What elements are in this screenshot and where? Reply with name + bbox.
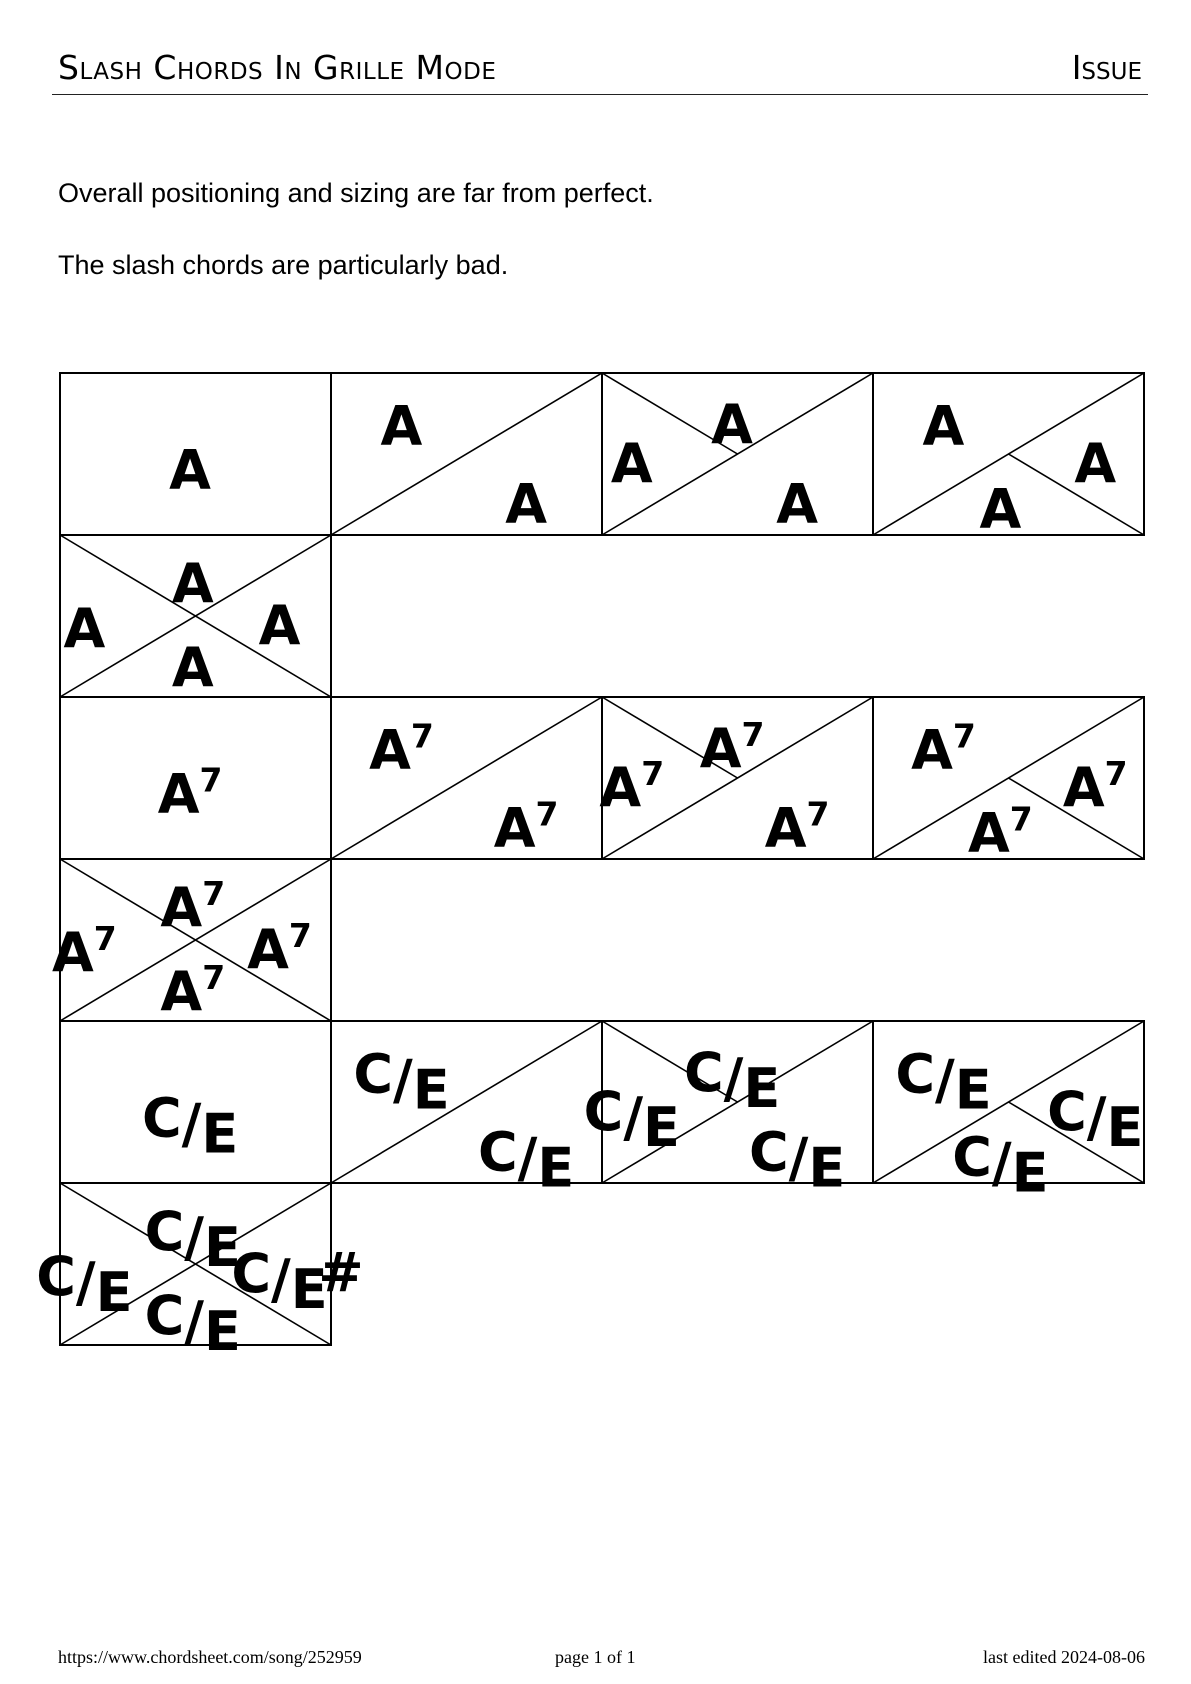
- chord-symbol: $A^7$: [699, 714, 765, 780]
- chord-symbol: C/E: [36, 1244, 133, 1324]
- chord-symbol: $A^7$: [911, 716, 976, 782]
- chord-symbol: C/E: [353, 1042, 450, 1122]
- chord-symbol: C/E: [583, 1079, 680, 1159]
- note-line-2: The slash chords are particularly bad.: [58, 250, 509, 280]
- chord-symbol: $A^7$: [967, 798, 1033, 864]
- chord-symbol: C/E: [748, 1120, 846, 1200]
- chord-symbol: C/E: [144, 1199, 241, 1279]
- chord-symbol: A: [922, 394, 965, 458]
- chord-symbol: A: [380, 394, 423, 458]
- overflow-sharp-mark: #: [318, 1241, 364, 1304]
- footer-page-number: page 1 of 1: [555, 1647, 636, 1667]
- chord-symbol: A: [610, 431, 653, 495]
- chord-symbol: C/E: [144, 1283, 241, 1363]
- chord-symbol: $A^7$: [493, 793, 559, 860]
- chord-symbol: $A^7$: [1062, 753, 1128, 819]
- chord-symbol: $A^7$: [764, 793, 830, 860]
- chord-symbol: C/E: [683, 1040, 781, 1120]
- chord-symbol: C/E: [952, 1124, 1049, 1204]
- chord-symbol: A: [505, 472, 548, 536]
- chord-symbol: C/E: [141, 1086, 239, 1166]
- chord-symbol: C/E: [1047, 1079, 1144, 1159]
- chord-symbol: $A^7$: [160, 873, 226, 939]
- chord-symbol: $A^7$: [157, 759, 223, 826]
- chord-symbol: A: [63, 596, 106, 660]
- chord-symbol: C/E: [477, 1120, 575, 1200]
- chord-symbol: A: [171, 551, 214, 615]
- chord-symbol: A: [711, 392, 753, 456]
- cell-diagonal: [331, 373, 602, 535]
- sheet-type-label: Issue: [1071, 48, 1142, 87]
- chord-symbol: $A^7$: [160, 957, 226, 1023]
- chord-symbol: $A^7$: [599, 753, 665, 819]
- chord-symbol: A: [171, 635, 214, 699]
- chord-symbol: C/E: [895, 1042, 992, 1122]
- footer-last-edited: last edited 2024-08-06: [983, 1647, 1145, 1667]
- chord-symbol: $A^7$: [247, 915, 312, 981]
- chord-symbol: A: [258, 593, 301, 657]
- song-title: Slash Chords In Grille Mode: [58, 48, 497, 87]
- chord-symbol: $A^7$: [52, 918, 117, 984]
- note-line-1: Overall positioning and sizing are far from perfect.: [58, 178, 654, 208]
- footer-url: https://www.chordsheet.com/song/252959: [58, 1647, 362, 1667]
- chord-symbol: A: [979, 476, 1022, 540]
- chord-symbol: A: [1074, 431, 1117, 495]
- chord-symbol: A: [169, 438, 211, 502]
- chord-symbol: A: [776, 472, 819, 536]
- chord-symbol: C/E: [231, 1241, 328, 1321]
- chord-symbol: $A^7$: [369, 716, 434, 782]
